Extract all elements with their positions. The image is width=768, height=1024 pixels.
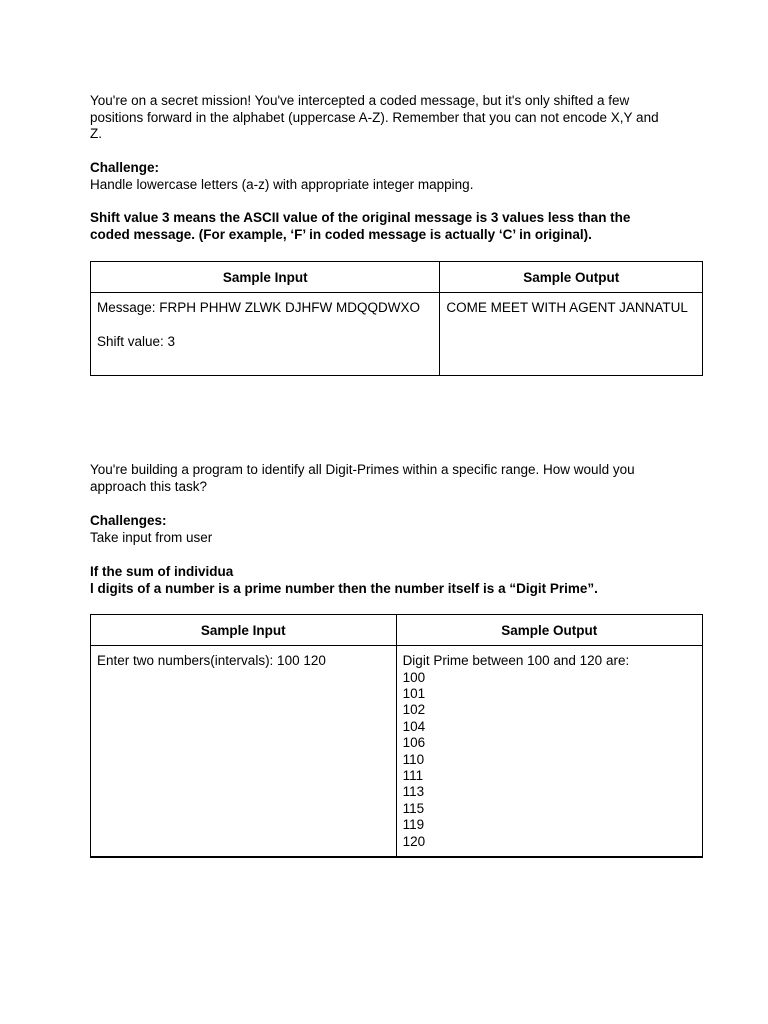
output-value-item: 110 bbox=[402, 751, 425, 767]
sample-output-header: Sample Output bbox=[396, 615, 702, 646]
sample-output-header: Sample Output bbox=[440, 262, 703, 293]
output-value-item: 104 bbox=[402, 718, 426, 734]
challenges-heading: Challenges: bbox=[90, 513, 167, 528]
section1-intro-line1: You're on a secret mission! You've intercepted a coded message, but it's only shifted a few bbox=[90, 93, 630, 108]
section2-challenges bbox=[90, 513, 703, 546]
section1-note-line1: Shift value 3 means the ASCII value of the original message is 3 values less than the bbox=[90, 210, 631, 225]
section2-intro-line2: approach this task? bbox=[90, 478, 208, 494]
sample-input-header: Sample Input bbox=[91, 262, 440, 293]
output-value-item: 115 bbox=[402, 800, 425, 816]
output-values-list bbox=[403, 670, 696, 850]
challenge-heading: Challenge: bbox=[90, 160, 160, 175]
section2-intro bbox=[90, 462, 703, 495]
section1-sample-table bbox=[90, 261, 703, 376]
output-value-item: 119 bbox=[402, 817, 425, 833]
section2-intro-line1: You're building a program to identify all Digit-Primes within a specific range. How would you bbox=[90, 462, 635, 477]
table-header-row bbox=[91, 262, 703, 293]
section2-note-line2: l digits of a number is a prime number then the number itself is a “Digit Prime”. bbox=[90, 580, 598, 596]
table-row bbox=[91, 293, 703, 376]
output-value-item: 120 bbox=[402, 833, 426, 849]
output-value-item: 113 bbox=[402, 784, 425, 800]
sample-input-cell bbox=[91, 293, 440, 376]
challenges-text: Take input from user bbox=[90, 529, 213, 545]
table-row bbox=[91, 646, 703, 858]
section1-note bbox=[90, 210, 703, 243]
input-message: Message: FRPH PHHW ZLWK DJHFW MDQQDWXO bbox=[97, 300, 421, 315]
sample-output-cell bbox=[440, 293, 703, 376]
section2-note bbox=[90, 564, 703, 597]
output-value-item: 100 bbox=[402, 669, 426, 685]
section1-note-line2: coded message. (For example, ‘F’ in coded message is actually ‘C’ in original). bbox=[90, 226, 592, 242]
table-header-row bbox=[91, 615, 703, 646]
sample-input-cell bbox=[91, 646, 397, 858]
input-shift: Shift value: 3 bbox=[97, 333, 176, 349]
section1-intro-line2: positions forward in the alphabet (uppercase A-Z). Remember that you can not encode X,Y and bbox=[90, 109, 659, 125]
section1-intro-line3: Z. bbox=[90, 126, 102, 141]
output-text: COME MEET WITH AGENT JANNATUL bbox=[446, 300, 688, 315]
sample-output-cell bbox=[396, 646, 702, 858]
sample-input-header: Sample Input bbox=[91, 615, 397, 646]
output-value-item: 106 bbox=[402, 735, 426, 751]
output-heading: Digit Prime between 100 and 120 are: bbox=[402, 653, 630, 668]
section2-sample-table bbox=[90, 614, 703, 858]
section1-intro bbox=[90, 93, 703, 143]
input-text: Enter two numbers(intervals): 100 120 bbox=[97, 653, 326, 668]
output-value-item: 102 bbox=[402, 702, 426, 718]
challenge-text: Handle lowercase letters (a-z) with appropriate integer mapping. bbox=[90, 176, 474, 192]
section2-note-line1: If the sum of individua bbox=[90, 564, 234, 579]
section1-challenge bbox=[90, 160, 703, 193]
output-value-item: 111 bbox=[402, 767, 424, 783]
output-value-item: 101 bbox=[402, 685, 426, 701]
